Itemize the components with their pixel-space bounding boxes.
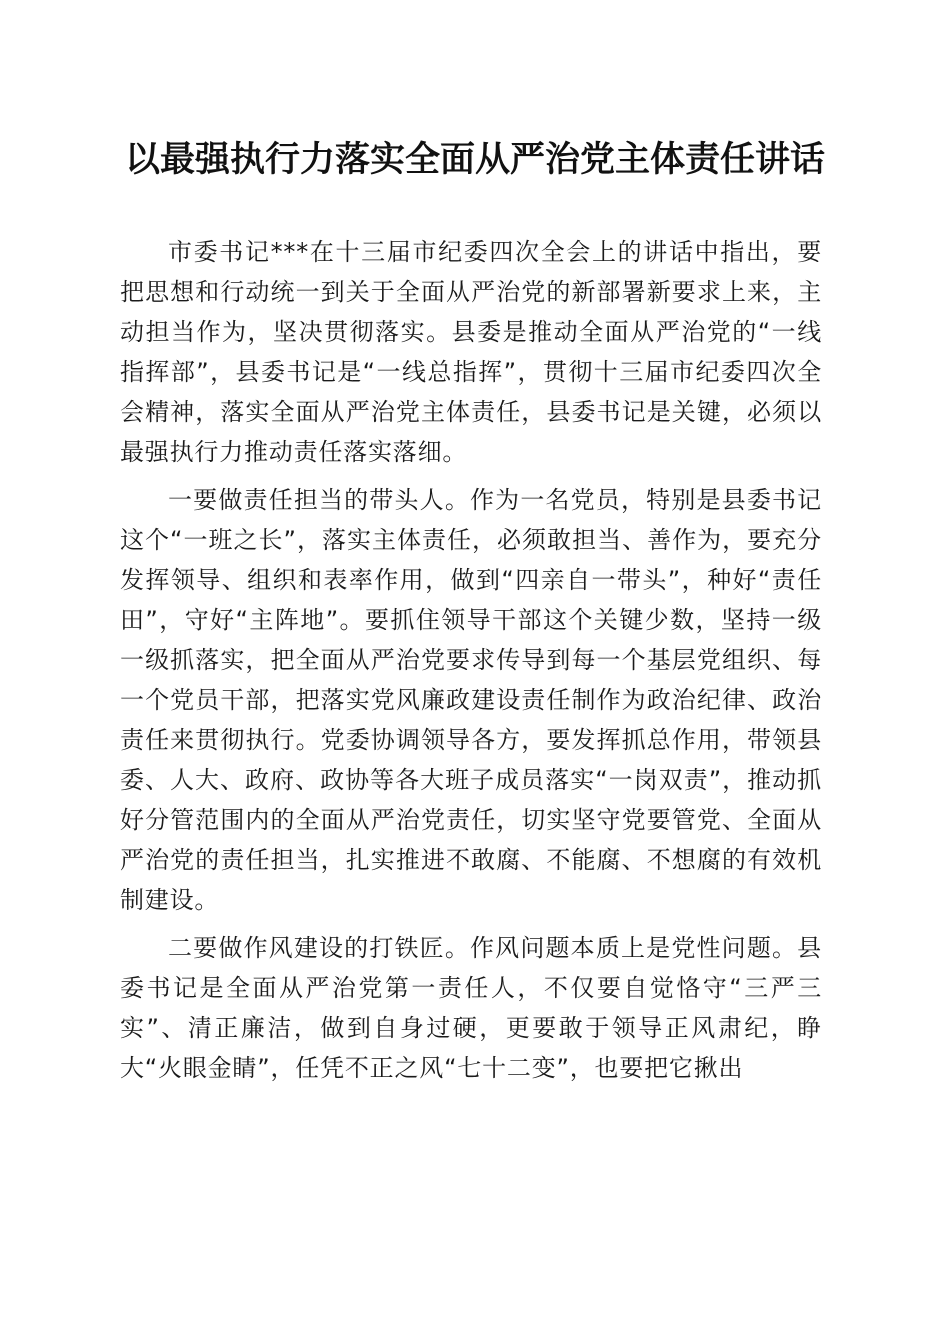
document-body — [120, 232, 822, 1088]
paragraph-responsibility: 一要做责任担当的带头人。作为一名党员，特别是县委书记这个“一班之长”，落实主体责任，必须敢担当、善作为，要充分发挥领导、组织和表率作用，做到“四亲自一带头”，种好“责任田”，守好“主阵地”。要抓住领导干部这个关键少数，坚持一级一级抓落实，把全面从严治党要求传导到每一个基层党组织、每一个党员干部，把落实党风廉政建设责任制作为政治纪律、政治责任来贯彻执行。党委协调领导各方，要发挥抓总作用，带领县委、人大、政府、政协等各大班子成员落实“一岗双责”，推动抓好分管范围内的全面从严治党责任，切实坚守党要管党、全面从严治党的责任担当，扎实推进不敢腐、不能腐、不想腐的有效机制建设。 — [120, 486, 822, 914]
paragraph-style-building: 二要做作风建设的打铁匠。作风问题本质上是党性问题。县委书记是全面从严治党第一责任人，不仅要自觉恪守“三严三实”、清正廉洁，做到自身过硬，更要敢于领导正风肃纪，睁大“火眼金睛”，任凭不正之风“七十二变”，也要把它揪出 — [120, 934, 822, 1082]
document-title: 以最强执行力落实全面从严治党主体责任讲话 — [124, 139, 825, 180]
paragraph-intro: 市委书记***在十三届市纪委四次全会上的讲话中指出，要把思想和行动统一到关于全面从严治党的新部署新要求上来，主动担当作为，坚决贯彻落实。县委是推动全面从严治党的“一线指挥部”，县委书记是“一线总指挥”，贯彻十三届市纪委四次全会精神，落实全面从严治党主体责任，县委书记是关键，必须以最强执行力推动责任落实落细。 — [120, 238, 822, 466]
